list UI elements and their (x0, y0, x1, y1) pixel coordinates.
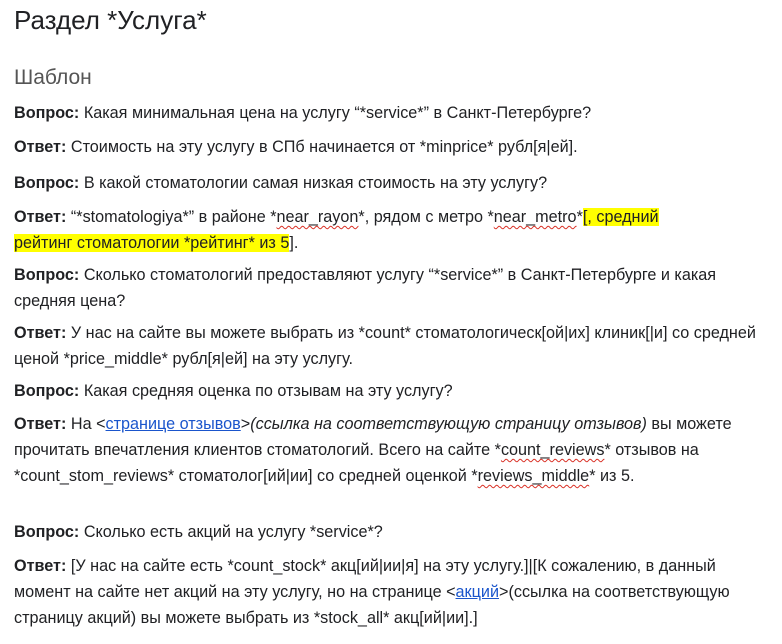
answer-label: Ответ: (14, 415, 67, 433)
question-text: Сколько стоматологий предоставляют услугу “*service*” в Санкт-Петербурге и какая средняя цена? (14, 266, 717, 310)
highlighted-text: [, средний (582, 208, 659, 226)
question-label: Вопрос: (14, 382, 80, 400)
answer-text-part: * отзывов на *count_stom_reviews* стоматолог[ий|ии] со средней оценкой * (14, 441, 699, 485)
answer-label: Ответ: (14, 557, 67, 575)
question-label: Вопрос: (14, 174, 80, 192)
answer-text-part: * из 5. (589, 467, 635, 485)
question-4 (14, 378, 774, 404)
answer-text-part: [У нас на сайте есть *count_stock* акц[ий|ии|я] на эту услугу.]|[К сожалению, в данный момент на сайте нет акций на эту услугу, но на странице < (14, 557, 716, 601)
question-text: Какая средняя оценка по отзывам на эту услугу? (83, 382, 453, 400)
answer-text-part: * (576, 208, 583, 226)
answer-4 (14, 411, 774, 489)
question-label: Вопрос: (14, 266, 80, 284)
question-text: В какой стоматологии самая низкая стоимость на эту услугу? (83, 174, 548, 192)
answer-label: Ответ: (14, 208, 67, 226)
page-title: Раздел *Услуга* (14, 5, 207, 35)
question-5 (14, 519, 774, 545)
answer-text-part: На < (70, 415, 106, 433)
answer-text: У нас на сайте вы можете выбрать из *count* стоматологическ[ой|их] клиник[|и] со средней ценой *price_middle* рубл[я|ей] на эту услугу. (14, 324, 756, 368)
answer-text: Стоимость на эту услугу в СПб начинается от *minprice* рубл[я|ей]. (70, 138, 578, 156)
question-label: Вопрос: (14, 104, 80, 122)
answer-5 (14, 553, 774, 631)
answer-text-part: > (240, 415, 251, 433)
answer-text-part: вы можете прочитать впечатления клиентов стоматологий. Всего на сайте * (14, 415, 732, 459)
answer-text-part: >(ссылка на соответствующую страницу акций) вы можете выбрать из *stock_all* акц[ий|ии].] (14, 583, 730, 627)
question-3 (14, 262, 774, 314)
spellcheck-word: near_rayon (276, 208, 359, 226)
answer-italic-note: (ссылка на соответствующую страницу отзывов) (250, 415, 647, 433)
question-text: Сколько есть акций на услугу *service*? (83, 523, 383, 541)
question-label: Вопрос: (14, 523, 80, 541)
spellcheck-word: near_metro (493, 208, 577, 226)
section-subtitle: Шаблон (14, 66, 92, 89)
question-2 (14, 170, 774, 196)
highlighted-text: рейтинг стоматологии *рейтинг* из 5 (14, 234, 290, 252)
reviews-page-link[interactable]: странице отзывов (105, 415, 241, 433)
answer-text-part: *, рядом с метро * (358, 208, 494, 226)
promotions-page-link[interactable]: акций (455, 583, 499, 601)
question-1 (14, 100, 774, 126)
answer-2 (14, 204, 774, 256)
answer-1 (14, 134, 774, 160)
answer-label: Ответ: (14, 324, 67, 342)
spellcheck-word: count_reviews (500, 441, 605, 459)
answer-label: Ответ: (14, 138, 67, 156)
answer-text-part: ]. (289, 234, 299, 252)
spellcheck-word: reviews_middle (477, 467, 590, 485)
answer-text-part: “*stomatologiya*” в районе * (70, 208, 277, 226)
question-text: Какая минимальная цена на услугу “*service*” в Санкт-Петербурге? (83, 104, 592, 122)
answer-3 (14, 320, 774, 372)
